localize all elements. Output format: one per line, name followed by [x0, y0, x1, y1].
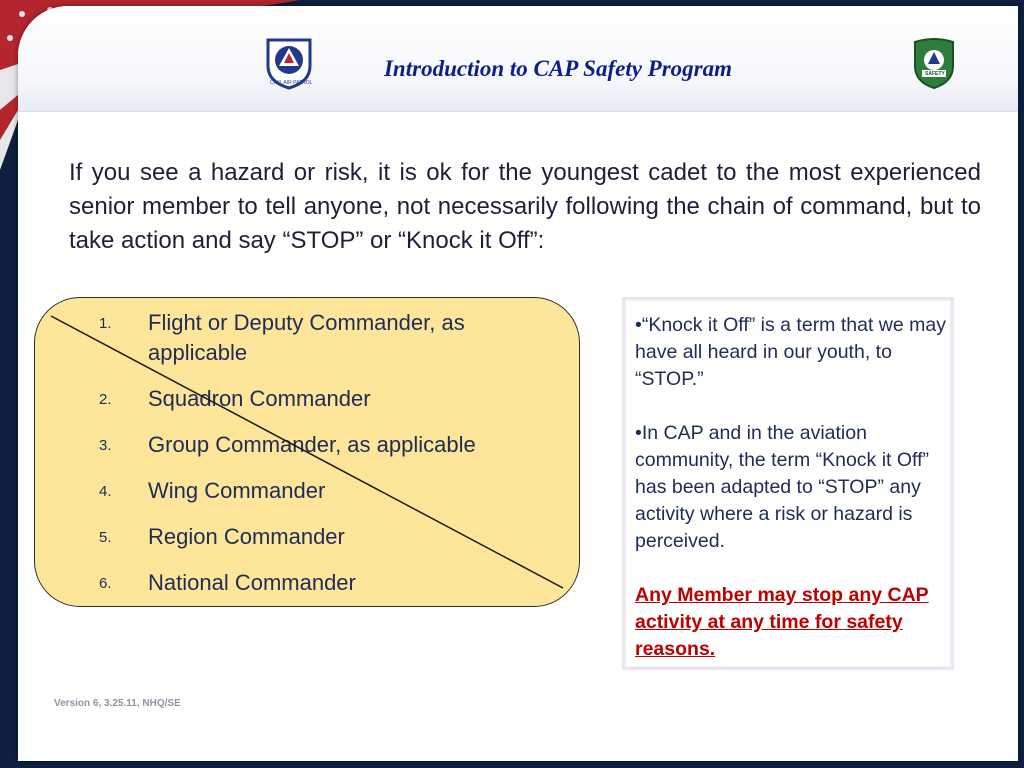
note-paragraph-2: •In CAP and in the aviation community, the term “Knock it Off” has been adapted to “STOP” any activity where a risk or hazard is perceived. — [635, 422, 930, 552]
safety-logo-text: SAFETY — [925, 71, 945, 77]
page-title: Introduction to CAP Safety Program — [383, 56, 733, 81]
list-item-label: National Commander — [148, 570, 356, 595]
cap-logo-text: CIVIL AIR PATROL — [270, 80, 313, 86]
list-item-number: 4. — [99, 483, 112, 500]
list-item-label: Squadron Commander — [148, 386, 371, 411]
knock-it-off-note — [622, 297, 954, 670]
list-item-label: Region Commander — [148, 524, 345, 549]
list-item-number: 5. — [99, 529, 112, 546]
list-item-number: 1. — [99, 315, 112, 332]
list-item-number: 2. — [99, 391, 112, 408]
safety-warning: Any Member may stop any CAP activity at any time for safety reasons. — [635, 584, 929, 660]
strike-through-line — [35, 298, 580, 607]
list-item-label: Wing Commander — [148, 478, 326, 503]
list-item-label: Flight or Deputy Commander, as applicable — [148, 310, 465, 365]
note-paragraph-1: •“Knock it Off” is a term that we may have all heard in our youth, to “STOP.” — [635, 314, 946, 390]
version-footer: Version 6, 3.25.11, NHQ/SE — [54, 698, 181, 709]
chain-of-command-box — [34, 297, 580, 607]
list-item-number: 6. — [99, 575, 112, 592]
list-item-label: Group Commander, as applicable — [148, 432, 476, 457]
list-item-number: 3. — [99, 437, 112, 454]
safety-shield-icon — [911, 36, 957, 90]
intro-paragraph: If you see a hazard or risk, it is ok for the youngest cadet to the most experienced senior member to tell anyone, not necessarily following the chain of command, but to take action and say “STOP” or “Knock it Off”: — [69, 159, 981, 254]
slide — [18, 6, 1018, 761]
